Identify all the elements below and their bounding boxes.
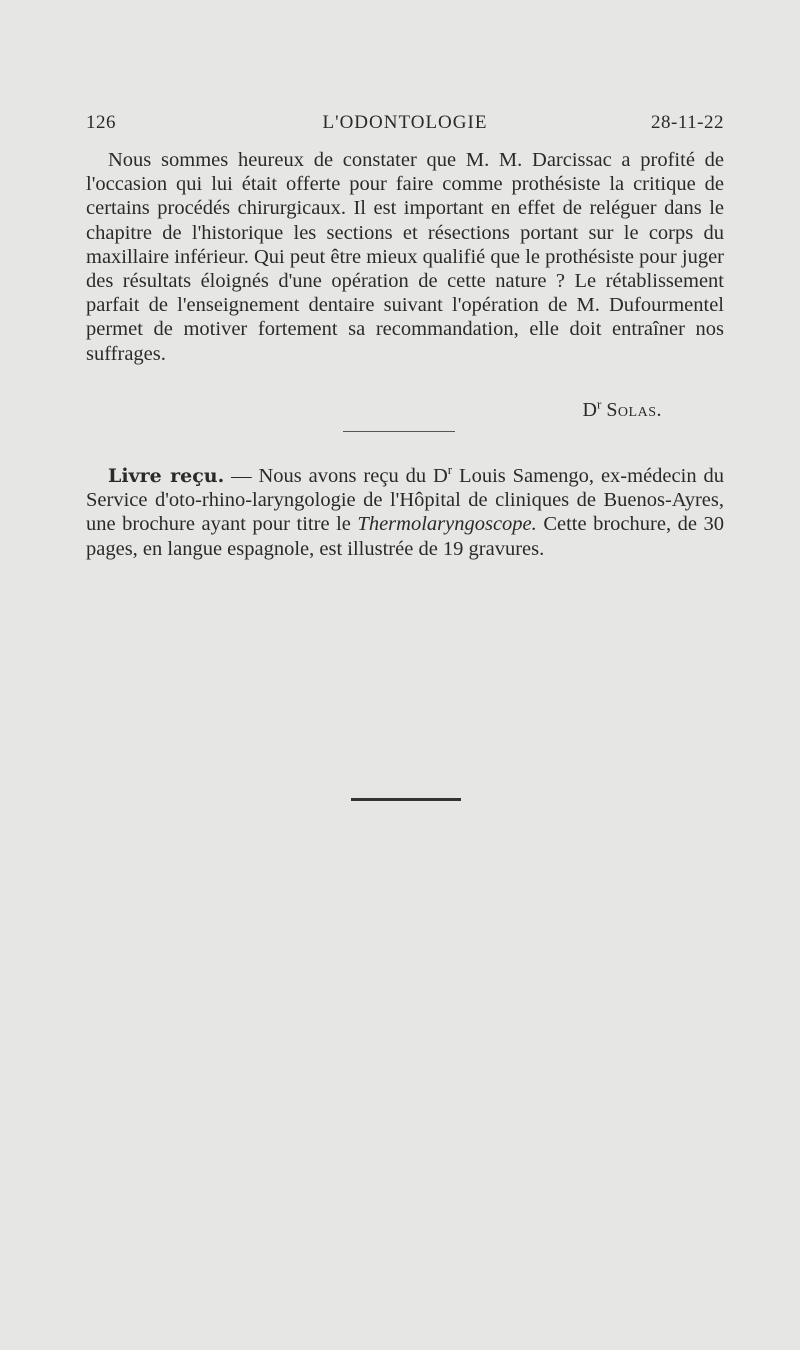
paragraph-book-notice xyxy=(86,464,724,561)
page-number: 126 xyxy=(86,112,116,133)
signature-name: Solas. xyxy=(606,399,662,421)
section-divider xyxy=(343,431,455,432)
issue-date: 28-11-22 xyxy=(651,112,724,133)
notice-text-2: Louis Samengo, ex-médecin du Service d'oto-rhino-laryngologie de l'Hôpital de cliniques de Buenos-Ayres, une brochure ayant pour titre le xyxy=(86,465,724,536)
running-head xyxy=(86,112,724,136)
book-title: Thermolaryngoscope. xyxy=(357,513,537,536)
journal-title: L'ODONTOLOGIE xyxy=(322,112,488,133)
notice-text-3: Cette brochure, de 30 pages, en langue espagnole, est illustrée de 19 gravures. xyxy=(86,513,724,560)
signature xyxy=(582,396,662,422)
paragraph-commentary: Nous sommes heureux de constater que M. M. Darcissac a profité de l'occasion qui lui était offerte pour faire comme prothésiste la critique de certains procédés chirurgicaux. Il est important en effet de reléguer dans le chapitre de l'historique les sections et résections portant sur le corps du maxillaire inférieur. Qui peut être mieux qualifié que le prothésiste pour juger des résultats éloignés d'une opération de cette nature ? Le rétablissement parfait de l'enseignement dentaire suivant l'opération de M. Dufourmentel permet de motiver fortement sa recommandation, elle doit entraîner nos suffrages. xyxy=(86,149,724,365)
signature-title: D xyxy=(582,399,597,421)
notice-text-1: — Nous avons reçu du D xyxy=(224,465,448,487)
notice-sup: r xyxy=(447,462,453,478)
signature-title-sup: r xyxy=(596,396,602,412)
end-rule xyxy=(351,798,461,801)
notice-lead: Livre reçu. xyxy=(108,465,225,487)
